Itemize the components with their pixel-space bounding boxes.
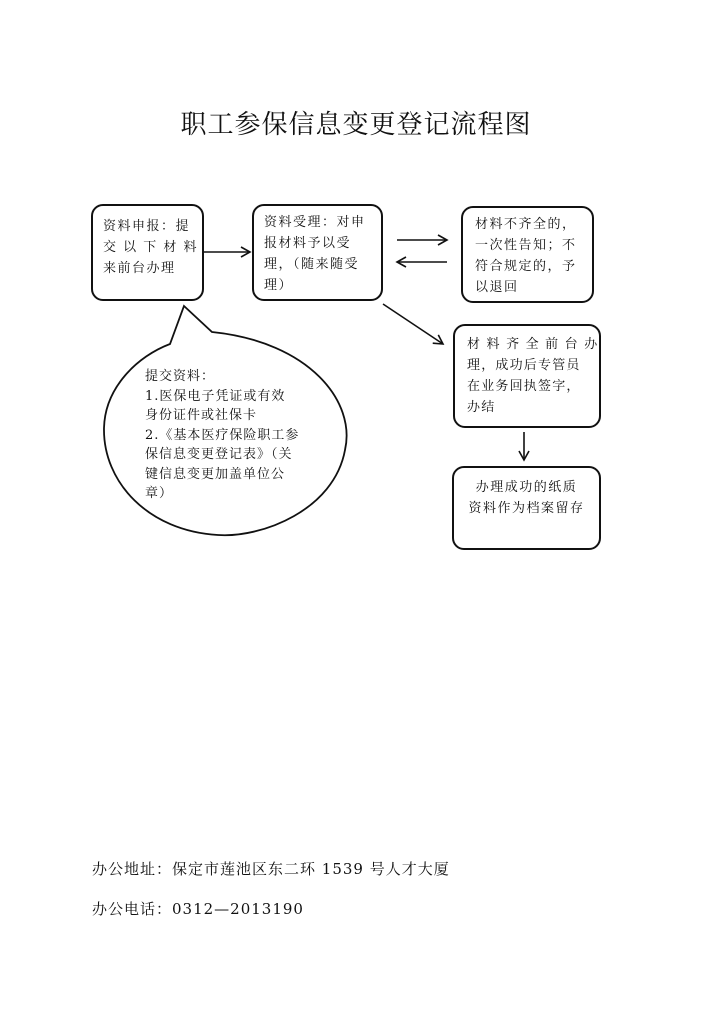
node-incomplete-materials: 材料不齐全的， 一次性告知；不 符合规定的，予 以退回 bbox=[461, 206, 594, 303]
office-phone: 办公电话：0312—2013190 bbox=[92, 900, 304, 918]
node-accept-materials: 资料受理：对申 报材料予以受 理，（随来随受 理） bbox=[252, 204, 383, 301]
node-submit-materials: 资料申报：提 交 以 下 材 料 来前台办理 bbox=[91, 204, 204, 301]
node-archive: 办理成功的纸质 资料作为档案留存 bbox=[452, 466, 601, 550]
callout-required-documents: 提交资料： 1.医保电子凭证或有效 身份证件或社保卡 2.《基本医疗保险职工参 保信息变更登记表》（关 键信息变更加盖单位公 章） bbox=[145, 369, 300, 501]
office-address: 办公地址：保定市莲池区东二环 1539 号人才大厦 bbox=[92, 860, 450, 878]
page-title: 职工参保信息变更登记流程图 bbox=[180, 110, 532, 140]
node-complete-materials: 材 料 齐 全 前 台 办 理，成功后专管员 在业务回执签字， 办结 bbox=[453, 324, 601, 428]
arrow-accept-to-complete bbox=[383, 304, 443, 344]
